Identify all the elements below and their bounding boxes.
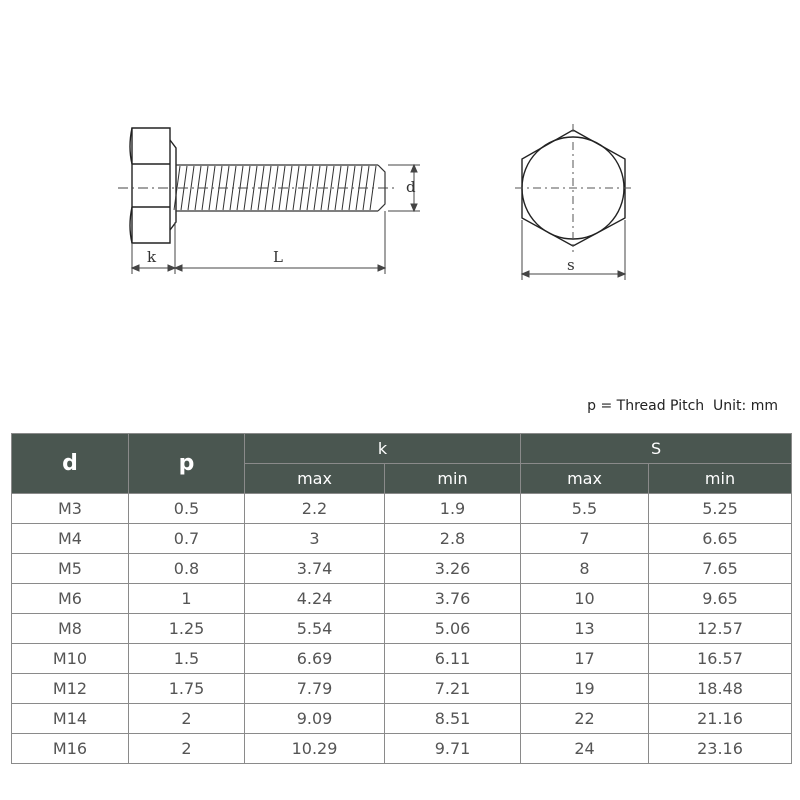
cell-k-min: 3.26 xyxy=(385,554,521,584)
cell-p: 1.25 xyxy=(129,614,245,644)
cell-k-max: 9.09 xyxy=(245,704,385,734)
cell-k-max: 3.74 xyxy=(245,554,385,584)
table-row xyxy=(12,674,792,704)
table-row xyxy=(12,704,792,734)
cell-s-min: 9.65 xyxy=(649,584,792,614)
table-row xyxy=(12,584,792,614)
cell-k-max: 5.54 xyxy=(245,614,385,644)
cell-k-min: 1.9 xyxy=(385,494,521,524)
cell-s-max: 17 xyxy=(521,644,649,674)
cell-k-max: 4.24 xyxy=(245,584,385,614)
cell-s-max: 7 xyxy=(521,524,649,554)
table-row xyxy=(12,554,792,584)
cell-s-min: 18.48 xyxy=(649,674,792,704)
cell-k-min: 5.06 xyxy=(385,614,521,644)
cell-s-max: 13 xyxy=(521,614,649,644)
cell-k-min: 6.11 xyxy=(385,644,521,674)
cell-k-max: 3 xyxy=(245,524,385,554)
label-L: L xyxy=(273,248,283,266)
cell-s-max: 10 xyxy=(521,584,649,614)
label-s: s xyxy=(567,256,575,274)
header-s: S xyxy=(521,434,792,464)
cell-s-min: 16.57 xyxy=(649,644,792,674)
cell-d: M12 xyxy=(12,674,129,704)
cell-s-min: 5.25 xyxy=(649,494,792,524)
cell-d: M14 xyxy=(12,704,129,734)
header-s-max: max xyxy=(521,464,649,494)
cell-d: M5 xyxy=(12,554,129,584)
cell-k-max: 6.69 xyxy=(245,644,385,674)
table-row xyxy=(12,524,792,554)
cell-k-min: 7.21 xyxy=(385,674,521,704)
cell-d: M3 xyxy=(12,494,129,524)
cell-s-max: 19 xyxy=(521,674,649,704)
cell-s-max: 5.5 xyxy=(521,494,649,524)
cell-s-max: 22 xyxy=(521,704,649,734)
cell-s-min: 23.16 xyxy=(649,734,792,764)
cell-s-min: 6.65 xyxy=(649,524,792,554)
cell-d: M6 xyxy=(12,584,129,614)
header-s-min: min xyxy=(649,464,792,494)
table-row xyxy=(12,494,792,524)
label-k: k xyxy=(147,248,157,266)
cell-p: 1 xyxy=(129,584,245,614)
label-d: d xyxy=(406,178,416,196)
cell-s-max: 24 xyxy=(521,734,649,764)
cell-s-max: 8 xyxy=(521,554,649,584)
cell-k-min: 2.8 xyxy=(385,524,521,554)
cell-p: 2 xyxy=(129,704,245,734)
cell-p: 1.75 xyxy=(129,674,245,704)
cell-s-min: 12.57 xyxy=(649,614,792,644)
cell-k-min: 8.51 xyxy=(385,704,521,734)
unit-note: p = Thread Pitch Unit: mm xyxy=(587,398,778,414)
table-row xyxy=(12,734,792,764)
cell-k-min: 9.71 xyxy=(385,734,521,764)
table-row xyxy=(12,644,792,674)
header-d: d xyxy=(12,434,129,494)
bolt-drawing xyxy=(0,0,800,330)
cell-s-min: 7.65 xyxy=(649,554,792,584)
header-k-min: min xyxy=(385,464,521,494)
cell-k-max: 2.2 xyxy=(245,494,385,524)
cell-s-min: 21.16 xyxy=(649,704,792,734)
center-lines-top xyxy=(515,124,632,252)
header-k: k xyxy=(245,434,521,464)
cell-d: M10 xyxy=(12,644,129,674)
bolt-head-side xyxy=(130,128,176,243)
cell-d: M4 xyxy=(12,524,129,554)
cell-p: 1.5 xyxy=(129,644,245,674)
cell-k-max: 7.79 xyxy=(245,674,385,704)
cell-p: 0.7 xyxy=(129,524,245,554)
table-row xyxy=(12,614,792,644)
cell-k-min: 3.76 xyxy=(385,584,521,614)
cell-p: 0.5 xyxy=(129,494,245,524)
cell-d: M8 xyxy=(12,614,129,644)
cell-p: 0.8 xyxy=(129,554,245,584)
header-k-max: max xyxy=(245,464,385,494)
spec-table xyxy=(11,433,792,764)
cell-d: M16 xyxy=(12,734,129,764)
cell-k-max: 10.29 xyxy=(245,734,385,764)
header-p: p xyxy=(129,434,245,494)
cell-p: 2 xyxy=(129,734,245,764)
